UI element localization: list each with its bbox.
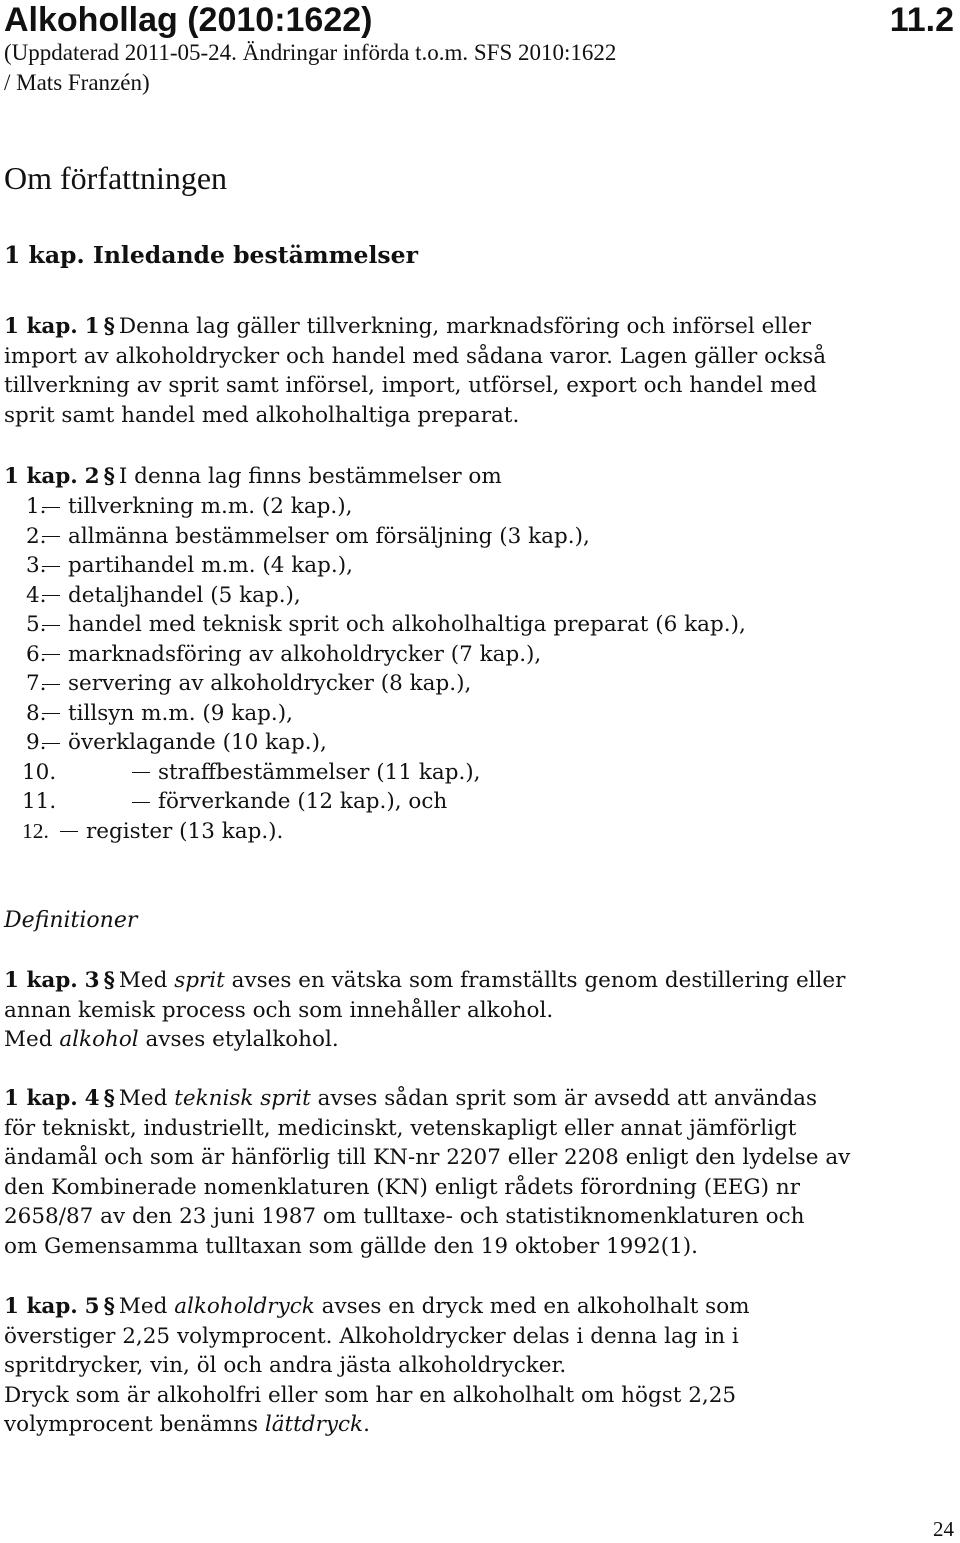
- paragraph-text: Denna lag gäller tillverkning, marknadsföring och införsel eller: [118, 314, 812, 339]
- defined-term: alkohol: [59, 1027, 139, 1052]
- document-title: Alkohollag (2010:1622): [4, 1, 373, 39]
- paragraph-text: sprit samt handel med alkoholhaltiga preparat.: [4, 402, 520, 428]
- list-item: 10. straffbestämmelser (11 kap.),: [22, 759, 481, 785]
- section-sign-icon: §: [103, 968, 115, 993]
- list-item: 11. förverkande (12 kap.), och: [22, 789, 448, 814]
- defined-term: teknisk sprit: [174, 1086, 311, 1111]
- list-item: 8. tillsyn m.m. (9 kap.),: [26, 700, 293, 726]
- paragraph-text: överstiger 2,25 volymprocent. Alkoholdrycker delas i denna lag in i: [4, 1323, 739, 1349]
- list-item: 4. detaljhandel (5 kap.),: [26, 582, 301, 608]
- paragraph-text: för tekniskt, industriellt, medicinskt, vetenskapligt eller annat jämförligt: [4, 1115, 797, 1141]
- paragraph-2: [4, 462, 954, 492]
- paragraph-number: 4: [84, 1086, 100, 1111]
- paragraph-number: 3: [84, 968, 100, 993]
- list-item: 2. allmänna bestämmelser om försäljning (3 kap.),: [26, 523, 590, 549]
- list-item: 7. servering av alkoholdrycker (8 kap.),: [26, 671, 472, 696]
- update-note-line2: / Mats Franzén): [4, 70, 150, 95]
- section-sign-icon: §: [103, 1086, 115, 1111]
- paragraph-1: [4, 312, 954, 430]
- chapter-label: 1 kap.: [4, 1086, 78, 1111]
- paragraph-text: import av alkoholdrycker och handel med sådana varor. Lagen gäller också: [4, 343, 827, 369]
- section-number: 11.2: [889, 1, 954, 39]
- page-number: 24: [933, 1517, 954, 1541]
- paragraph-number: 1: [84, 314, 100, 339]
- paragraph-text: spritdrycker, vin, öl och andra jästa alkoholdrycker.: [4, 1353, 567, 1378]
- paragraph-number: 2: [84, 464, 100, 489]
- paragraph-text: I denna lag finns bestämmelser om: [118, 464, 502, 489]
- defined-term: alkoholdryck: [174, 1294, 315, 1319]
- section-sign-icon: §: [103, 314, 115, 339]
- defined-term: lättdryck: [264, 1412, 364, 1437]
- list-item: 1. tillverkning m.m. (2 kap.),: [26, 494, 353, 519]
- list-item: 9. överklagande (10 kap.),: [26, 730, 327, 755]
- paragraph-number: 5: [84, 1294, 100, 1319]
- list-item: 6. marknadsföring av alkoholdrycker (7 kap.),: [26, 641, 542, 667]
- paragraph-text: om Gemensamma tulltaxan som gällde den 19 oktober 1992(1).: [4, 1233, 698, 1259]
- paragraph-5: 1 kap. 5 § Med alkoholdryck avses en dryck med en alkoholhalt som överstiger 2,25 volymprocent. Alkoholdrycker delas i denna lag in i spritdrycker, vin, öl och andra jästa alkoholdrycker. Dryck som är alkoholfri eller som har en alkoholhalt om högst 2,25 volymprocent benämns lättdryck.: [4, 1292, 954, 1440]
- paragraph-text: tillverkning av sprit samt införsel, import, utförsel, export och handel med: [4, 373, 817, 398]
- section-sign-icon: §: [103, 1294, 115, 1319]
- defined-term: sprit: [174, 968, 225, 993]
- update-note-line1: (Uppdaterad 2011-05-24. Ändringar införda t.o.m. SFS 2010:1622: [4, 40, 617, 65]
- paragraph-3: 1 kap. 3 § Med sprit avses en vätska som framställts genom destillering eller annan kemisk process och som innehåller alkohol. Med alkohol avses etylalkohol.: [4, 966, 954, 1055]
- paragraph-text: annan kemisk process och som innehåller alkohol.: [4, 997, 554, 1023]
- provisions-list: [4, 492, 746, 846]
- chapter-label: 1 kap.: [4, 314, 78, 339]
- chapter-label: 1 kap.: [4, 968, 78, 993]
- section-sign-icon: §: [103, 464, 115, 489]
- list-item: 3. partihandel m.m. (4 kap.),: [26, 553, 353, 578]
- list-item: 5. handel med teknisk sprit och alkoholhaltiga preparat (6 kap.),: [26, 612, 746, 637]
- list-item: 12. register (13 kap.).: [22, 818, 284, 844]
- heading-about: Om författningen: [4, 160, 228, 196]
- chapter-label: 1 kap.: [4, 464, 78, 489]
- paragraph-text: 2658/87 av den 23 juni 1987 om tulltaxe- och statistiknomenklaturen och: [4, 1204, 805, 1229]
- paragraph-4: 1 kap. 4 § Med teknisk sprit avses sådan sprit som är avsedd att användas för tekniskt, industriellt, medicinskt, vetenskapligt eller annat jämförligt ändamål och som är hänförlig till KN-nr 2207 eller 2208 enligt den lydelse av den Kombinerade nomenklaturen (KN) enligt rådets förordning (EEG) nr 2658/87 av den 23 juni 1987 om tulltaxe- och statistiknomenklaturen och om Gemensamma tulltaxan som gällde den 19 oktober 1992(1).: [4, 1084, 954, 1261]
- chapter-label: 1 kap.: [4, 1294, 78, 1319]
- heading-definitions: Definitioner: [4, 908, 138, 933]
- paragraph-text: Dryck som är alkoholfri eller som har en alkoholhalt om högst 2,25: [4, 1382, 737, 1408]
- paragraph-text: ändamål och som är hänförlig till KN-nr 2207 eller 2208 enligt den lydelse av: [4, 1145, 851, 1170]
- heading-chapter-1: 1 kap. Inledande bestämmelser: [4, 241, 418, 269]
- paragraph-text: den Kombinerade nomenklaturen (KN) enligt rådets förordning (EEG) nr: [4, 1174, 801, 1200]
